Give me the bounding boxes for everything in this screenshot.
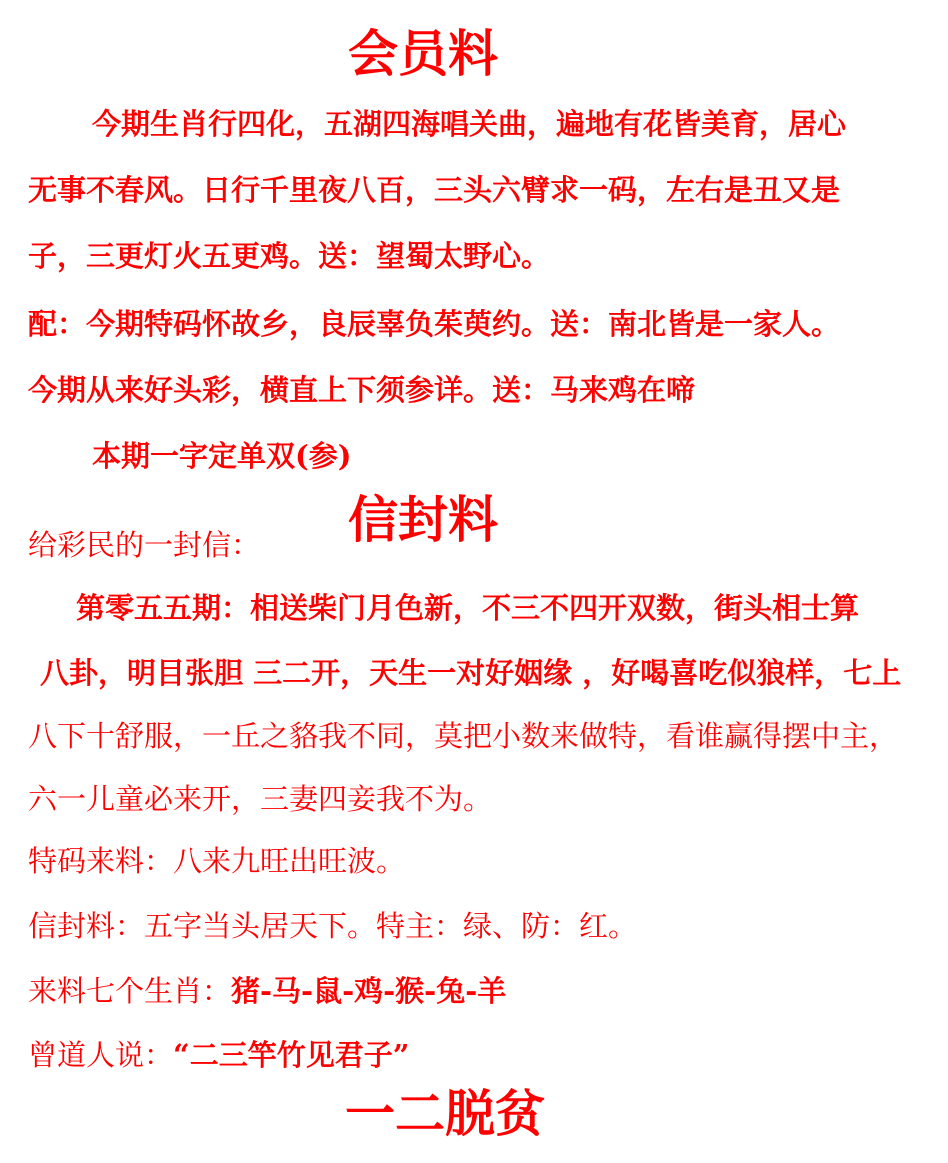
special-code-source: 特码来料：八来九旺出旺波。 xyxy=(28,844,406,878)
member-line-1: 今期生肖行四化，五湖四海唱关曲，遍地有花皆美育，居心 xyxy=(92,107,847,141)
zodiac-line xyxy=(28,973,506,1009)
member-line-3: 子，三更灯火五更鸡。送：望蜀太野心。 xyxy=(28,239,551,273)
member-material-title: 会员料 xyxy=(348,24,498,83)
member-line-2: 无事不春风。日行千里夜八百，三头六臂求一码，左右是丑又是 xyxy=(28,173,841,207)
saying-quote: “二三竿竹见君子” xyxy=(173,1038,410,1072)
envelope-line: 信封料：五字当头居天下。特主：绿、防：红。 xyxy=(28,909,638,943)
envelope-material-title: 信封料 xyxy=(348,490,498,549)
poem-line-4: 六一儿童必来开，三妻四妾我不为。 xyxy=(28,782,493,816)
member-line-6: 本期一字定单双(参) xyxy=(92,439,352,473)
poverty-escape-title: 一二脱贫 xyxy=(345,1084,545,1143)
member-line-5: 今期从来好头彩，横直上下须参详。送：马来鸡在啼 xyxy=(28,373,696,407)
poem-line-1: 第零五五期：相送柴门月色新，不三不四开双数，街头相士算 xyxy=(76,591,860,625)
zodiac-values: 猪-马-鼠-鸡-猴-兔-羊 xyxy=(231,974,507,1008)
saying-label: 曾道人说： xyxy=(28,1038,174,1072)
zodiac-label: 来料七个生肖： xyxy=(28,974,232,1008)
poem-line-3: 八下十舒服，一丘之貉我不同，莫把小数来做特，看谁赢得摆中主， xyxy=(28,719,899,753)
poem-line-2: 八卦，明目张胆 三二开，天生一对好姻缘 ，好喝喜吃似狼样，七上 xyxy=(40,656,902,690)
letter-greeting: 给彩民的一封信： xyxy=(28,528,261,562)
member-line-4: 配：今期特码怀故乡，良辰辜负茱萸约。送：南北皆是一家人。 xyxy=(28,307,841,341)
saying-line xyxy=(28,1037,409,1073)
